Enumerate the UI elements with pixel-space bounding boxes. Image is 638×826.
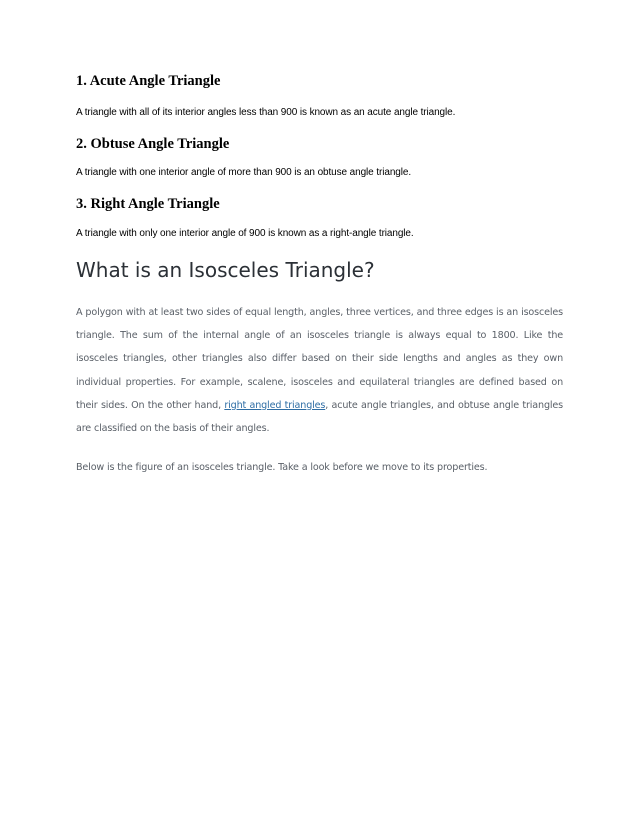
heading-obtuse-angle-triangle: 2. Obtuse Angle Triangle [76,136,230,152]
heading-acute-angle-triangle: 1. Acute Angle Triangle [76,73,221,89]
definition-right-angle-triangle: A triangle with only one interior angle of 900 is known as a right-angle triangle. [76,228,414,239]
heading-right-angle-triangle: 3. Right Angle Triangle [76,196,220,212]
paragraph-text-before-link: A polygon with at least two sides of equal length, angles, three vertices, and three edges is an isosceles triangle. The sum of the internal angle of an isosceles triangle is always equal to 1800. Like the isosceles triangles, other triangles also differ based on their side lengths and angles as they own individual properties. For example, scalene, isosceles and equilateral triangles are defined based on their sides. On the other hand, [76,307,563,411]
isosceles-section-title: What is an Isosceles Triangle? [76,258,375,282]
isosceles-paragraph [76,301,563,440]
figure-intro-text: Below is the figure of an isosceles triangle. Take a look before we move to its properties. [76,462,488,473]
document-page [76,0,563,826]
right-angled-triangles-link[interactable]: right angled triangles [224,399,326,411]
definition-acute-angle-triangle: A triangle with all of its interior angles less than 900 is known as an acute angle triangle. [76,107,456,118]
paragraph-text-after-link: , acute angle triangles, and obtuse angle triangles are classified on the basis of their angles. [76,399,563,435]
definition-obtuse-angle-triangle: A triangle with one interior angle of more than 900 is an obtuse angle triangle. [76,167,411,178]
